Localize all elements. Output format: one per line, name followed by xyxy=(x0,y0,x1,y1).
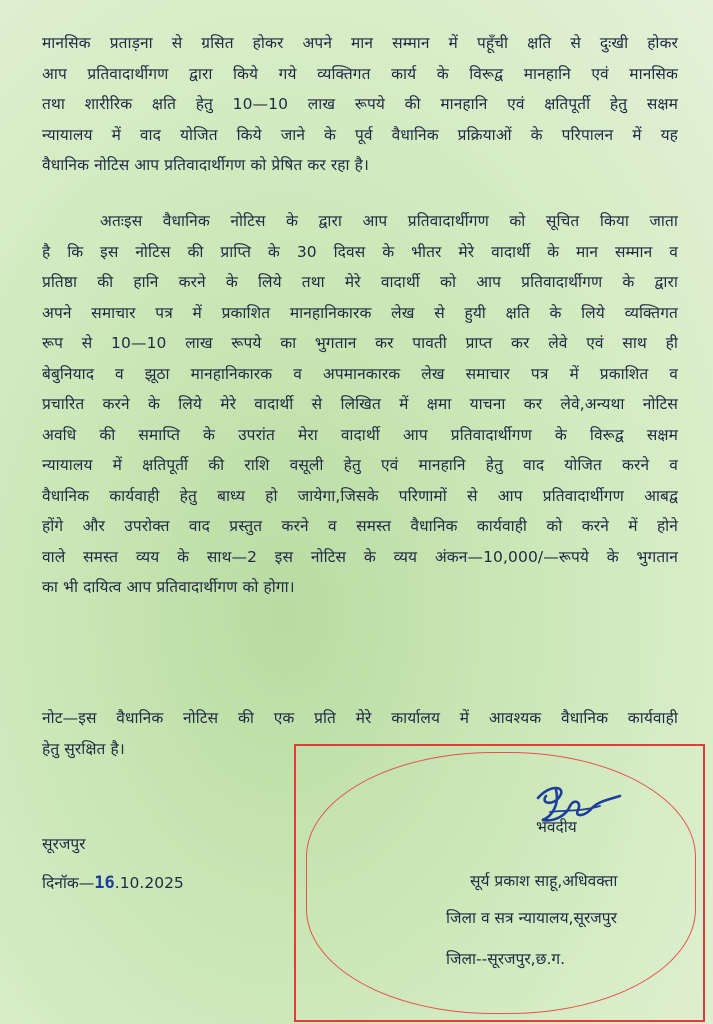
text-line: हेतु सुरक्षित है। xyxy=(42,739,125,758)
place-name: सूरजपुर xyxy=(42,835,86,853)
date-month-year: .10.2025 xyxy=(114,874,184,892)
text-line: आप प्रतिवादार्थीगण द्वारा किये गये व्यक्तिगत कार्य के विरूद्व मानहानि एवं मानसिक xyxy=(42,64,678,83)
text-line: नोट—इस वैधानिक नोटिस की एक प्रति मेरे कार्यालय में आवश्यक वैधानिक कार्यवाही xyxy=(42,709,678,727)
text-line: का भी दायित्व आप प्रतिवादार्थीगण को होगा। xyxy=(42,578,295,596)
district-name: जिला--सूरजपुर,छ.ग. xyxy=(446,950,566,968)
text-line: वैधानिक कार्यवाही हेतु बाध्य हो जायेगा,जिसके परिणामों से आप प्रतिवादार्थीगण आबद्व xyxy=(42,486,678,505)
text-line: अवधि की समाप्ति के उपरांत मेरा वादार्थी आप प्रतिवादार्थीगण के विरूद्व सक्षम xyxy=(42,425,678,444)
text-line: प्रचारित करने के लिये मेरे वादार्थी से लिखित में क्षमा याचना कर लेवे,अन्यथा नोटिस xyxy=(42,395,678,413)
paragraph-demand xyxy=(42,206,678,603)
text-line: है कि इस नोटिस की प्राप्ति के 30 दिवस के भीतर मेरे वादार्थी के मान सम्मान व xyxy=(42,242,678,261)
text-line: मानसिक प्रताड़ना से ग्रसित होकर अपने मान सम्मान में पहूँची क्षति से दुःखी होकर xyxy=(42,34,678,52)
paragraph-claim xyxy=(42,28,678,181)
court-name: जिला व सत्र न्यायालय,सूरजपुर xyxy=(446,909,617,927)
date-line xyxy=(42,868,184,898)
text-line: बेबुनियाद व झूठा मानहानिकारक व अपमानकारक लेख समाचार पत्र में प्रकाशित व xyxy=(42,364,678,383)
text-line: अतःइस वैधानिक नोटिस के द्वारा आप प्रतिवादार्थीगण को सूचित किया जाता xyxy=(100,212,678,230)
text-line: प्रतिष्ठा की हानि करने के लिये तथा मेरे वादार्थी को आप प्रतिवादार्थीगण के द्वारा xyxy=(42,273,678,291)
date-day-handwritten: 16 xyxy=(94,873,115,893)
advocate-name: सूर्य प्रकाश साहू,अधिवक्ता xyxy=(470,872,618,890)
text-line: वैधानिक नोटिस आप प्रतिवादार्थीगण को प्रेषित कर रहा है। xyxy=(42,156,369,174)
text-line: तथा शारीरिक क्षति हेतु 10—10 लाख रूपये की मानहानि एवं क्षतिपूर्ती हेतु सक्षम xyxy=(42,95,678,113)
date-label: दिनॉक— xyxy=(42,874,95,892)
text-line: न्यायालय में वाद योजित किये जाने के पूर्व वैधानिक प्रक्रियाओं के परिपालन में यह xyxy=(42,125,678,144)
text-line: होंगे और उपरोक्त वाद प्रस्तुत करने व समस्त वैधानिक कार्यवाही को करने में होने xyxy=(42,517,678,535)
text-line: न्यायालय में क्षतिपूर्ती की राशि वसूली हेतु एवं मानहानि हेतु वाद योजित करने व xyxy=(42,456,678,474)
text-line: वाले समस्त व्यय के साथ—2 इस नोटिस के व्यय अंकन—10,000/—रूपये के भुगतान xyxy=(42,547,678,566)
closing-salutation: भवदीय xyxy=(536,818,577,836)
text-line: अपने समाचार पत्र में प्रकाशित मानहानिकारक लेख से हुयी क्षति के लिये व्यक्तिगत xyxy=(42,303,678,322)
text-line: रूप से 10—10 लाख रूपये का भुगतान कर पावती प्राप्त कर लेवे एवं साथ ही xyxy=(42,334,678,352)
